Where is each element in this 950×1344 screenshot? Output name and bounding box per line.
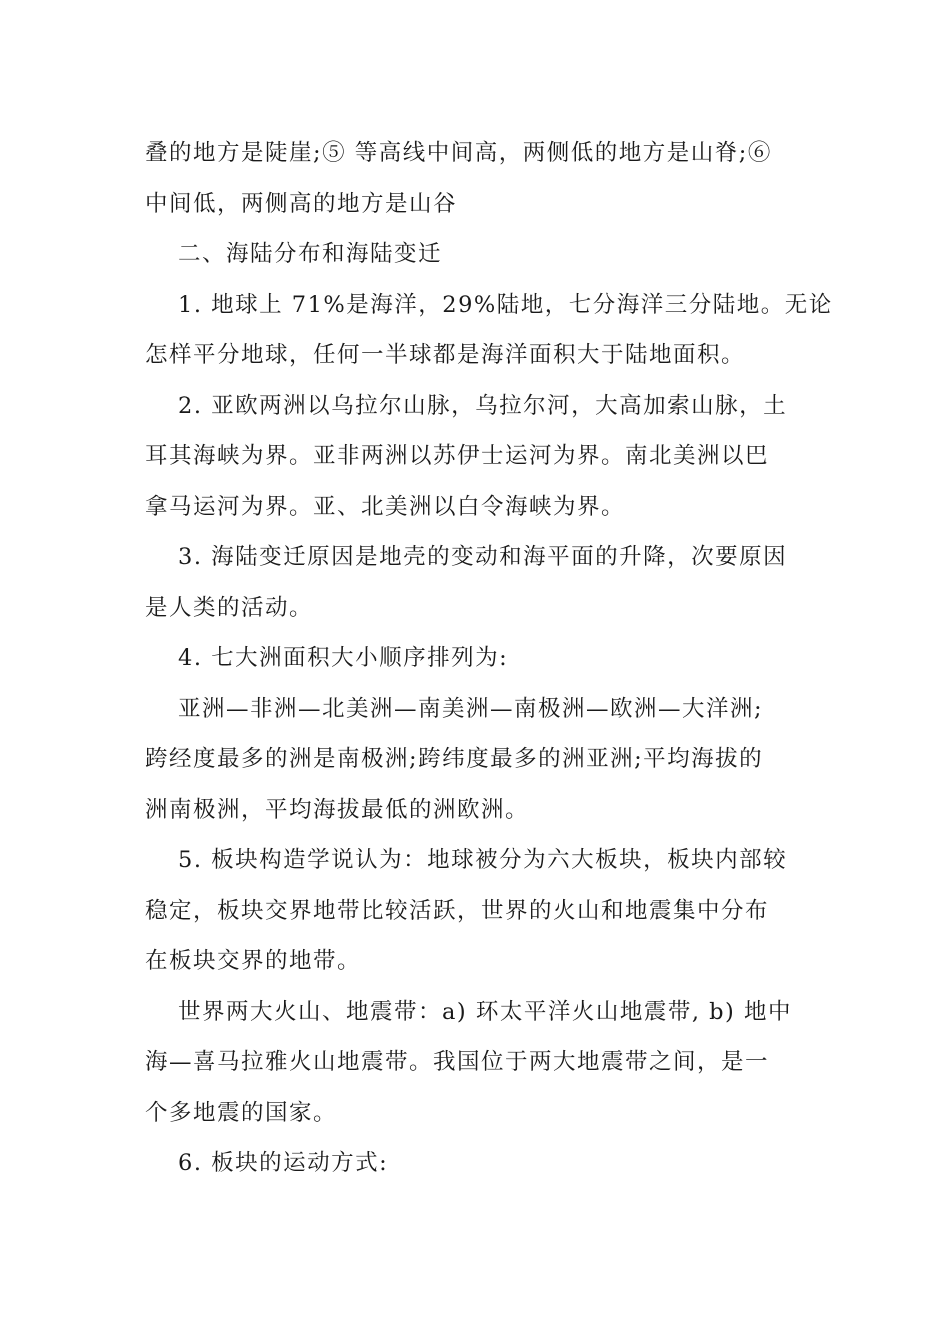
text-line: 1. 地球上 71%是海洋，29%陆地，七分海洋三分陆地。无论 bbox=[178, 291, 833, 318]
document-body bbox=[145, 128, 833, 1189]
text-line: 海—喜马拉雅火山地震带。我国位于两大地震带之间，是一 bbox=[145, 1049, 770, 1075]
text-line: 亚洲—非洲—北美洲—南美洲—南极洲—欧洲—大洋洲; bbox=[178, 695, 764, 722]
text-line: 拿马运河为界。亚、北美洲以白令海峡为界。 bbox=[145, 493, 626, 520]
section-heading: 二、海陆分布和海陆变迁 bbox=[178, 241, 443, 267]
text-line: 6. 板块的运动方式: bbox=[178, 1150, 389, 1176]
text-line: 洲南极洲，平均海拔最低的洲欧洲。 bbox=[145, 796, 530, 823]
text-line: 怎样平分地球，任何一半球都是海洋面积大于陆地面积。 bbox=[145, 342, 746, 368]
text-line: 5. 板块构造学说认为：地球被分为六大板块，板块内部较 bbox=[178, 847, 788, 873]
text-line: 2. 亚欧两洲以乌拉尔山脉，乌拉尔河，大高加索山脉，土 bbox=[178, 392, 788, 419]
text-line: 个多地震的国家。 bbox=[145, 1099, 338, 1126]
text-line: 稳定，板块交界地带比较活跃，世界的火山和地震集中分布 bbox=[145, 897, 770, 924]
text-line: 在板块交界的地带。 bbox=[145, 948, 362, 974]
text-line: 3. 海陆变迁原因是地壳的变动和海平面的升降，次要原因 bbox=[178, 544, 788, 570]
text-line: 4. 七大洲面积大小顺序排列为: bbox=[178, 645, 509, 671]
text-line: 世界两大火山、地震带：a) 环太平洋火山地震带, b) 地中 bbox=[178, 998, 792, 1025]
text-line: 叠的地方是陡崖;⑤ 等高线中间高，两侧低的地方是山脊;⑥ bbox=[145, 140, 772, 166]
text-line: 跨经度最多的洲是南极洲;跨纬度最多的洲亚洲;平均海拔的 bbox=[145, 746, 764, 772]
text-line: 是人类的活动。 bbox=[145, 594, 314, 621]
text-line: 中间低，两侧高的地方是山谷 bbox=[145, 190, 458, 217]
text-line: 耳其海峡为界。亚非两洲以苏伊士运河为界。南北美洲以巴 bbox=[145, 443, 770, 469]
